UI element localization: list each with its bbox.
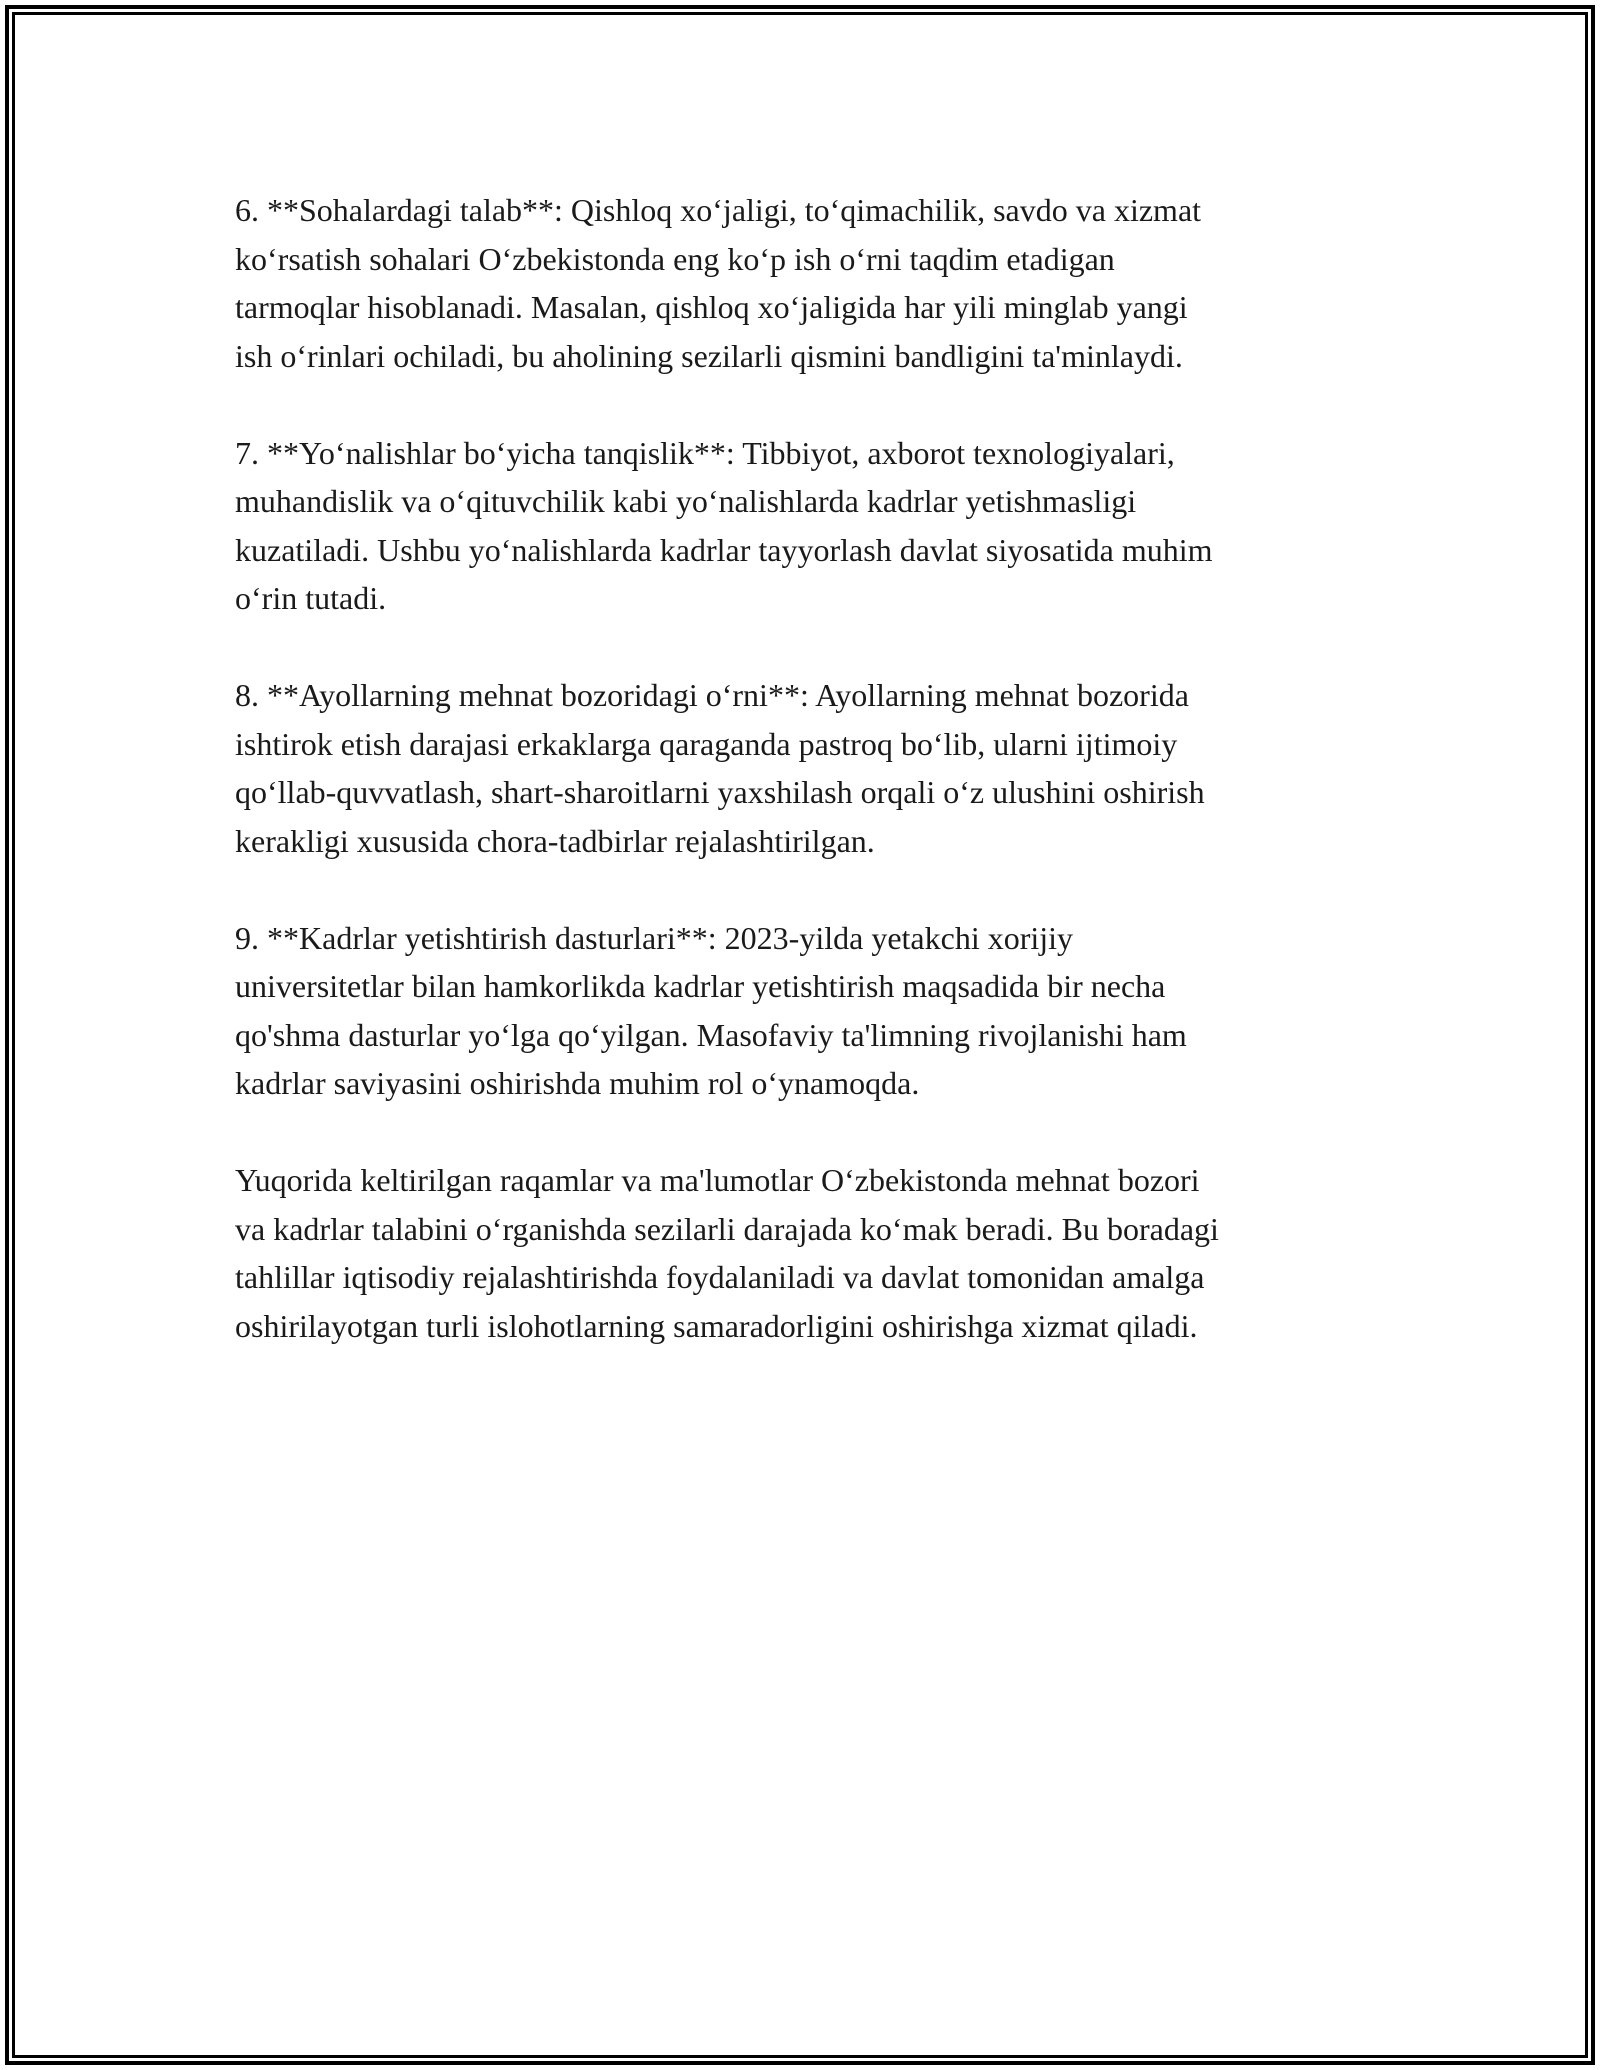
- paragraph-field-shortage: 7. **Yo‘nalishlar bo‘yicha tanqislik**: Tibbiyot, axborot texnologiyalari, muhandislik va o‘qituvchilik kabi yo‘nalishlarda kadrlar yetishmasligi kuzatiladi. Ushbu yo‘nalishlarda kadrlar tayyorlash davlat siyosatida muhim o‘rin tutadi.: [235, 434, 1213, 616]
- paragraph-conclusion: Yuqorida keltirilgan raqamlar va ma'lumotlar O‘zbekistonda mehnat bozori va kadrlar talabini o‘rganishda sezilarli darajada ko‘mak beradi. Bu boradagi tahlillar iqtisodiy rejalashtirishda foydalaniladi va davlat tomonidan amalga oshirilayotgan turli islohotlarning samaradorligini oshirishga xizmat qiladi.: [235, 1162, 1219, 1344]
- paragraph-sector-demand: 6. **Sohalardagi talab**: Qishloq xo‘jaligi, to‘qimachilik, savdo va xizmat ko‘rsatish sohalari O‘zbekistonda eng ko‘p ish o‘rni taqdim etadigan tarmoqlar hisoblanadi. Masalan, qishloq xo‘jaligida har yili minglab yangi ish o‘rinlari ochiladi, bu aholining sezilarli qismini bandligini ta'minlaydi.: [235, 192, 1202, 374]
- document-body: [235, 186, 1390, 1350]
- paragraph-women-labor-market: 8. **Ayollarning mehnat bozoridagi o‘rni**: Ayollarning mehnat bozorida ishtirok etish darajasi erkaklarga qaraganda pastroq bo‘lib, ularni ijtimoiy qo‘llab-quvvatlash, shart-sharoitlarni yaxshilash orqali o‘z ulushini oshirish kerakligi xususida chora-tadbirlar rejalashtirilgan.: [235, 677, 1205, 859]
- paragraph-training-programs: 9. **Kadrlar yetishtirish dasturlari**: 2023-yilda yetakchi xorijiy universitetlar bilan hamkorlikda kadrlar yetishtirish maqsadida bir necha qo'shma dasturlar yo‘lga qo‘yilgan. Masofaviy ta'limning rivojlanishi ham kadrlar saviyasini oshirishda muhim rol o‘ynamoqda.: [235, 919, 1187, 1101]
